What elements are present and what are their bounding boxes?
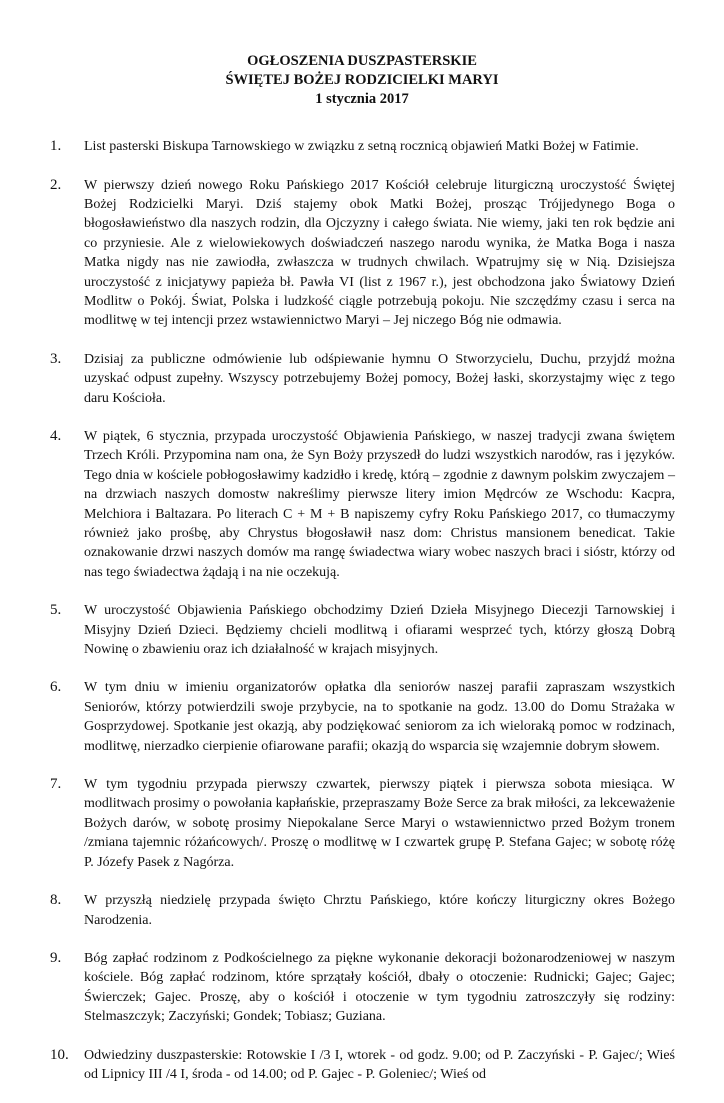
item-number: 4.	[50, 427, 62, 444]
item-text: Odwiedziny duszpasterskie: Rotowskie I /3 I, wtorek - od godz. 9.00; od P. Zaczyński - P. Gajec/; Wieś od Lipnicy III /4 I, środa - od 14.00; od P. Gajec - P. Goleniec/; Wieś od	[84, 1047, 675, 1082]
announcement-item	[50, 1046, 675, 1085]
header-date: 1 stycznia 2017	[315, 91, 409, 107]
announcement-item	[50, 601, 675, 659]
item-number: 5.	[50, 602, 62, 619]
header-subtitle: ŚWIĘTEJ BOŻEJ RODZICIELKI MARYI	[225, 72, 499, 88]
item-text: Dzisiaj za publiczne odmówienie lub odśpiewanie hymnu O Stworzycielu, Duchu, przyjdź można uzyskać odpust zupełny. Wszyscy potrzebujemy Bożej pomocy, Bożej łaski, skorzystajmy więc z tego daru Kościoła.	[84, 351, 675, 406]
item-text: W tym dniu w imieniu organizatorów opłatka dla seniorów naszej parafii zapraszam wszystkich Seniorów, którzy potwierdzili swoje przybycie, na to spotkanie na godz. 13.00 do Domu Strażaka w Gosprzydowej. Spotkanie jest okazją, aby podziękować seniorom za ich wieloraką pomoc w rodzinach, modlitwę, nierzadko cierpienie ofiarowane parafii; okazją do wsparcia się wzajemnie dobrym słowem.	[84, 680, 675, 754]
item-number: 1.	[50, 138, 62, 154]
item-text: W uroczystość Objawienia Pańskiego obchodzimy Dzień Dzieła Misyjnego Diecezji Tarnowskiej i Misyjny Dzień Dzieci. Będziemy chcieli modlitwą i ofiarami wesprzeć tych, którzy głoszą Dobrą Nowinę o zbawieniu oraz ich działalność w krajach misyjnych.	[84, 603, 675, 658]
item-text: W pierwszy dzień nowego Roku Pańskiego 2017 Kościół celebruje liturgiczną uroczystość Świętej Bożej Rodzicielki Maryi. Dziś stajemy obok Matki Bożej, prosząc Trójjedynego Boga o błogosławieństwo dla naszych rodzin, dla Ojczyzny i całego świata. Nie wiemy, jaki ten rok będzie ani co przyniesie. Ale z wielowiekowych doświadczeń naszego narodu wynika, że Matka Boga i nasza Matka nigdy nas nie zawiodła, zwłaszcza w trudnych chwilach. Wpatrujmy się w Nią. Dzisiejsza uroczystość z inicjatywy papieża bł. Pawła VI (list z 1967 r.), jest obchodzona jako Światowy Dzień Modlitw o Pokój. Świat, Polska i ludzkość ciągle potrzebują pokoju. Nie szczędźmy czasu i serca na modlitwę w tej intencji przez wstawiennictwo Maryi – Jej niczego Bóg nie odmawia.	[84, 177, 675, 329]
item-text: List pasterski Biskupa Tarnowskiego w związku z setną rocznicą objawień Matki Bożej w Fatimie.	[84, 139, 639, 154]
document-header	[0, 52, 724, 109]
announcement-item	[50, 891, 675, 930]
announcement-item	[50, 949, 675, 1027]
item-number: 10.	[50, 1046, 69, 1063]
item-number: 2.	[50, 176, 62, 193]
announcement-item	[50, 678, 675, 756]
announcement-item	[50, 775, 675, 872]
item-number: 8.	[50, 892, 62, 909]
announcement-item	[50, 350, 675, 408]
announcement-item	[50, 427, 675, 582]
item-number: 9.	[50, 949, 62, 966]
item-number: 3.	[50, 350, 62, 367]
item-text: Bóg zapłać rodzinom z Podkościelnego za piękne wykonanie dekoracji bożonarodzeniowej w naszym kościele. Bóg zapłać rodzinom, które sprzątały kościół, dbały o otoczenie: Rudnicki; Gajec; Gajec; Świerczek; Gajec. Proszę, aby o kościół i otoczenie w tym tygodniu zatroszczyły się rodziny: Stelmaszczyk; Zaczyński; Gondek; Tobiasz; Guziana.	[84, 950, 675, 1025]
item-text: W piątek, 6 stycznia, przypada uroczystość Objawienia Pańskiego, w naszej tradycji zwana świętem Trzech Króli. Przypomina nam ona, że Syn Boży przyszedł do ludzi wszystkich narodów, ras i języków. Tego dnia w kościele pobłogosławimy kadzidło i kredę, którą – zgodnie z dawnym polskim zwyczajem – na drzwiach naszych domostw nakreślimy pierwsze litery imion Mędrców ze Wschodu: Kacpra, Melchiora i Baltazara. Po literach C + M + B napiszemy cyfry Roku Pańskiego 2017, co tłumaczymy również jako prośbę, aby Chrystus błogosławił nasz dom: Christus mansionem benedicat. Takie oznakowanie drzwi naszych domów ma rangę świadectwa wiary wobec naszych braci i sióstr, którzy od nas tego świadectwa żądają i na nie oczekują.	[84, 428, 675, 580]
announcement-list	[50, 137, 675, 1103]
header-title: OGŁOSZENIA DUSZPASTERSKIE	[247, 53, 477, 69]
item-text: W przyszłą niedzielę przypada święto Chrztu Pańskiego, które kończy liturgiczny okres Bożego Narodzenia.	[84, 893, 675, 928]
announcement-item	[50, 176, 675, 331]
item-number: 7.	[50, 776, 62, 793]
item-text: W tym tygodniu przypada pierwszy czwartek, pierwszy piątek i pierwsza sobota miesiąca. W modlitwach prosimy o powołania kapłańskie, przepraszamy Boże Serce za brak miłości, za lekceważenie Bożych darów, w sobotę prosimy Niepokalane Serce Maryi o wstawiennictwo przed Bożym tronem /zmiana tajemnic różańcowych/. Proszę o modlitwę w I czwartek grupę P. Stefana Gajec; w sobotę różę P. Józefy Pasek z Nagórza.	[84, 777, 675, 870]
item-number: 6.	[50, 679, 62, 696]
announcement-item	[50, 137, 675, 157]
